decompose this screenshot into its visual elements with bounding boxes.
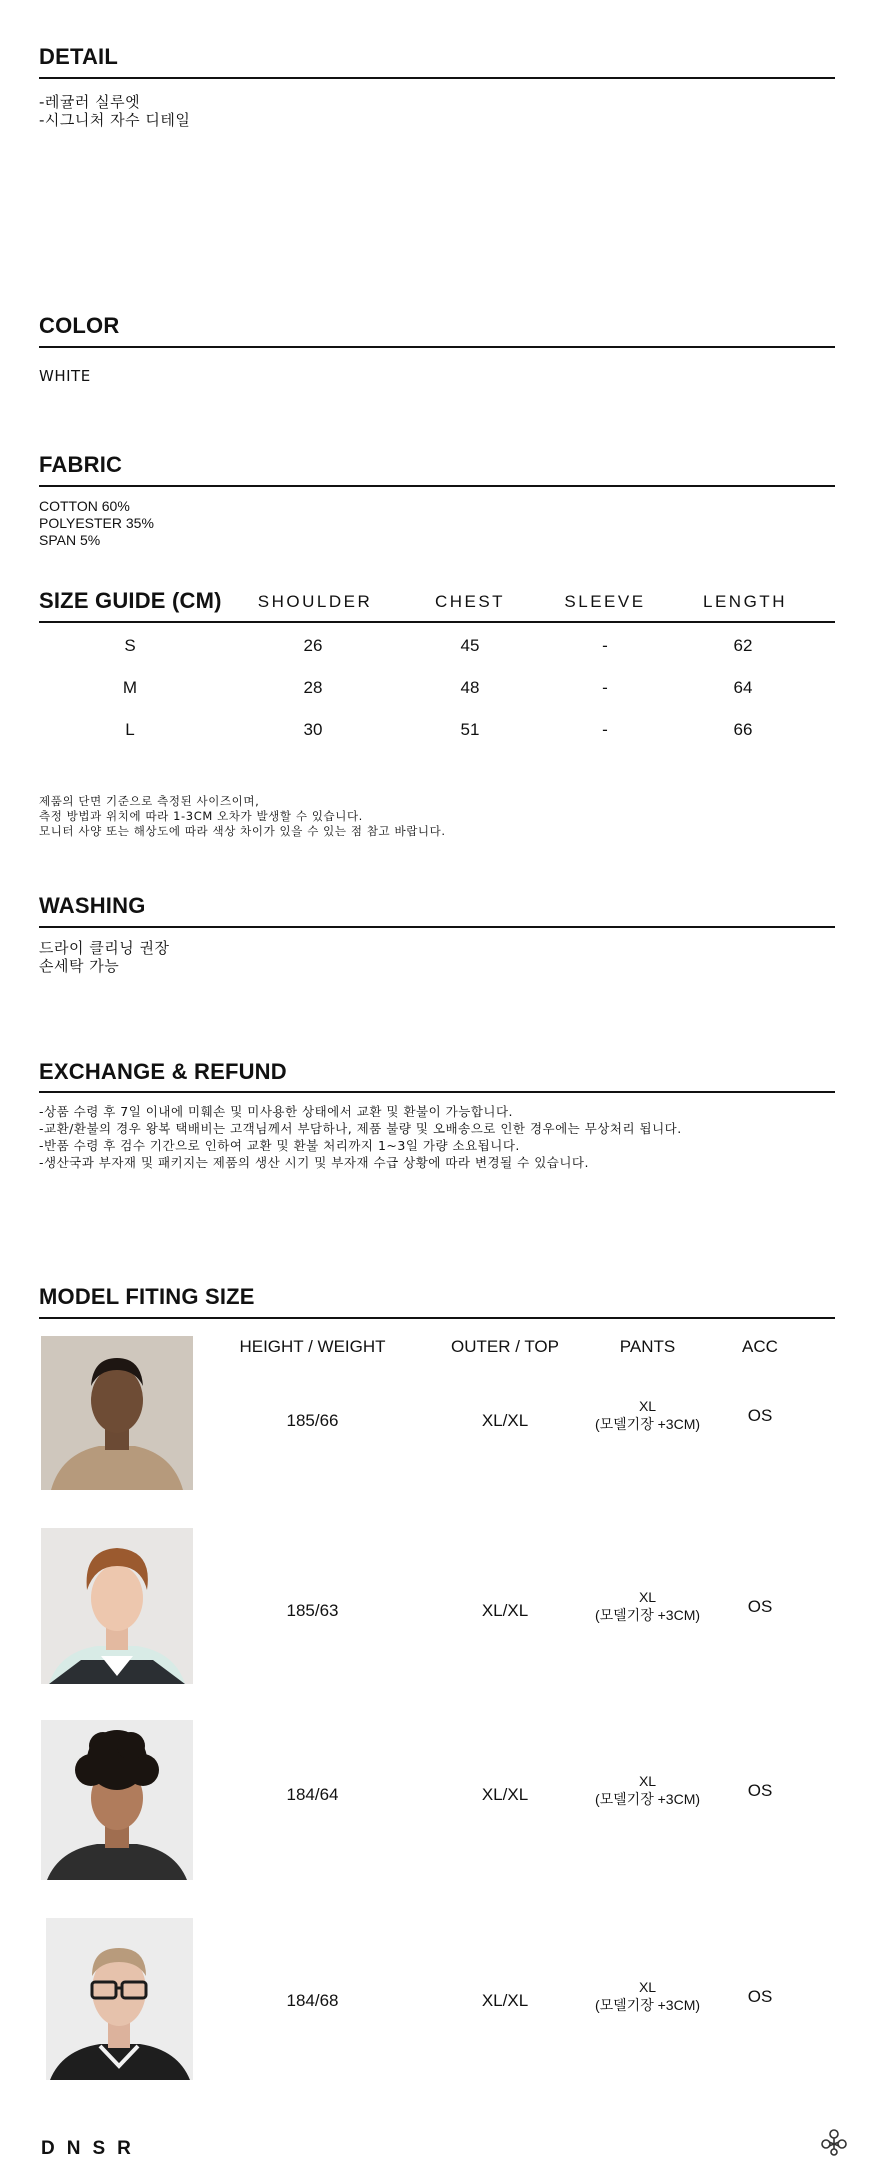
model-photo: [41, 1528, 193, 1684]
washing-line: 드라이 클리닝 권장: [39, 939, 170, 957]
size-note-line: 제품의 단면 기준으로 측정된 사이즈이며,: [39, 794, 260, 808]
washing-divider: [39, 926, 835, 928]
model-height-weight: 184/64: [286, 1785, 339, 1804]
model-pants-note: (모델기장 +3CM): [594, 1997, 701, 2013]
model-col-acc: ACC: [742, 1337, 778, 1356]
detail-text: [39, 93, 835, 129]
model-acc: OS: [747, 1987, 773, 2006]
model-col-pants: PANTS: [619, 1337, 676, 1356]
ornament-icon: [816, 2124, 852, 2165]
exchange-title: EXCHANGE & REFUND: [39, 1059, 287, 1084]
model-height-weight: 185/63: [286, 1601, 339, 1620]
model-divider: [39, 1317, 835, 1319]
size-notes: [39, 794, 835, 839]
exchange-line: -반품 수령 후 검수 기간으로 인하여 교환 및 환불 처리까지 1~3일 가량 소요됩니다.: [39, 1138, 520, 1153]
size-note-line: 모니터 사양 또는 해상도에 따라 색상 차이가 있을 수 있는 점 참고 바랍니다.: [39, 824, 446, 838]
model-photo: [41, 1720, 193, 1880]
size-col-length: LENGTH: [703, 592, 787, 611]
size-length: 62: [733, 636, 753, 655]
detail-line: -시그니처 자수 디테일: [39, 111, 191, 129]
size-length: 64: [733, 678, 753, 697]
size-sleeve: -: [602, 678, 608, 697]
detail-title: DETAIL: [39, 44, 119, 69]
model-pants: [575, 1978, 720, 2014]
exchange-divider: [39, 1091, 835, 1093]
size-col-chest: CHEST: [434, 592, 506, 611]
detail-divider: [39, 77, 835, 79]
model-outer-top: XL/XL: [481, 1785, 529, 1804]
fabric-line: SPAN 5%: [39, 532, 101, 548]
brand-logo: DNSR: [41, 2138, 143, 2159]
size-shoulder: 30: [303, 720, 323, 739]
size-length: 66: [733, 720, 753, 739]
model-pants: [575, 1772, 720, 1808]
washing-line: 손세탁 가능: [39, 957, 120, 975]
model-outer-top: XL/XL: [481, 1411, 529, 1430]
size-col-sleeve: SLEEVE: [564, 592, 646, 611]
model-photo: [41, 1336, 193, 1490]
model-outer-top: XL/XL: [481, 1991, 529, 2010]
size-chest: 48: [460, 678, 480, 697]
fabric-divider: [39, 485, 835, 487]
color-title: COLOR: [39, 313, 120, 338]
size-guide-title: SIZE GUIDE (CM): [39, 588, 222, 613]
model-pants-note: (모델기장 +3CM): [594, 1416, 701, 1432]
model-pants-size: XL: [638, 1979, 657, 1995]
size-shoulder: 26: [303, 636, 323, 655]
size-shoulder: 28: [303, 678, 323, 697]
size-label: S: [124, 636, 136, 655]
exchange-line: -생산국과 부자재 및 패키지는 제품의 생산 시기 및 부자재 수급 상황에 따라 변경될 수 있습니다.: [39, 1155, 589, 1170]
model-height-weight: 184/68: [286, 1991, 339, 2010]
fabric-line: POLYESTER 35%: [39, 515, 154, 531]
color-divider: [39, 346, 835, 348]
model-height-weight: 185/66: [286, 1411, 339, 1430]
model-acc: OS: [747, 1781, 773, 1800]
model-outer-top: XL/XL: [481, 1601, 529, 1620]
fabric-line: COTTON 60%: [39, 498, 130, 514]
model-pants-size: XL: [638, 1773, 657, 1789]
model-pants-size: XL: [638, 1589, 657, 1605]
model-acc: OS: [747, 1406, 773, 1425]
size-label: M: [122, 678, 138, 697]
model-pants-size: XL: [638, 1398, 657, 1414]
model-title: MODEL FITING SIZE: [39, 1284, 255, 1309]
size-guide-divider: [39, 621, 835, 623]
fabric-text: [39, 498, 835, 549]
model-pants-note: (모델기장 +3CM): [594, 1607, 701, 1623]
washing-title: WASHING: [39, 893, 146, 918]
size-chest: 45: [460, 636, 480, 655]
exchange-line: -상품 수령 후 7일 이내에 미훼손 및 미사용한 상태에서 교환 및 환불이 가능합니다.: [39, 1104, 514, 1119]
size-label: L: [125, 720, 135, 739]
detail-line: -레귤러 실루엣: [39, 93, 141, 111]
size-chest: 51: [460, 720, 480, 739]
model-pants: [575, 1397, 720, 1433]
size-sleeve: -: [602, 720, 608, 739]
fabric-title: FABRIC: [39, 452, 123, 477]
exchange-line: -교환/환불의 경우 왕복 택배비는 고객님께서 부담하나, 제품 불량 및 오배송으로 인한 경우에는 무상처리 됩니다.: [39, 1121, 682, 1136]
model-pants: [575, 1588, 720, 1624]
model-photo: [46, 1918, 193, 2080]
size-col-shoulder: SHOULDER: [257, 592, 373, 611]
size-sleeve: -: [602, 636, 608, 655]
model-acc: OS: [747, 1597, 773, 1616]
color-value: WHITE: [39, 367, 91, 385]
model-col-height-weight: HEIGHT / WEIGHT: [239, 1337, 386, 1356]
model-pants-note: (모델기장 +3CM): [594, 1791, 701, 1807]
model-col-outer-top: OUTER / TOP: [450, 1337, 559, 1356]
exchange-text: [39, 1103, 835, 1171]
size-note-line: 측정 방법과 위치에 따라 1-3CM 오차가 발생할 수 있습니다.: [39, 809, 363, 823]
washing-text: [39, 939, 835, 975]
